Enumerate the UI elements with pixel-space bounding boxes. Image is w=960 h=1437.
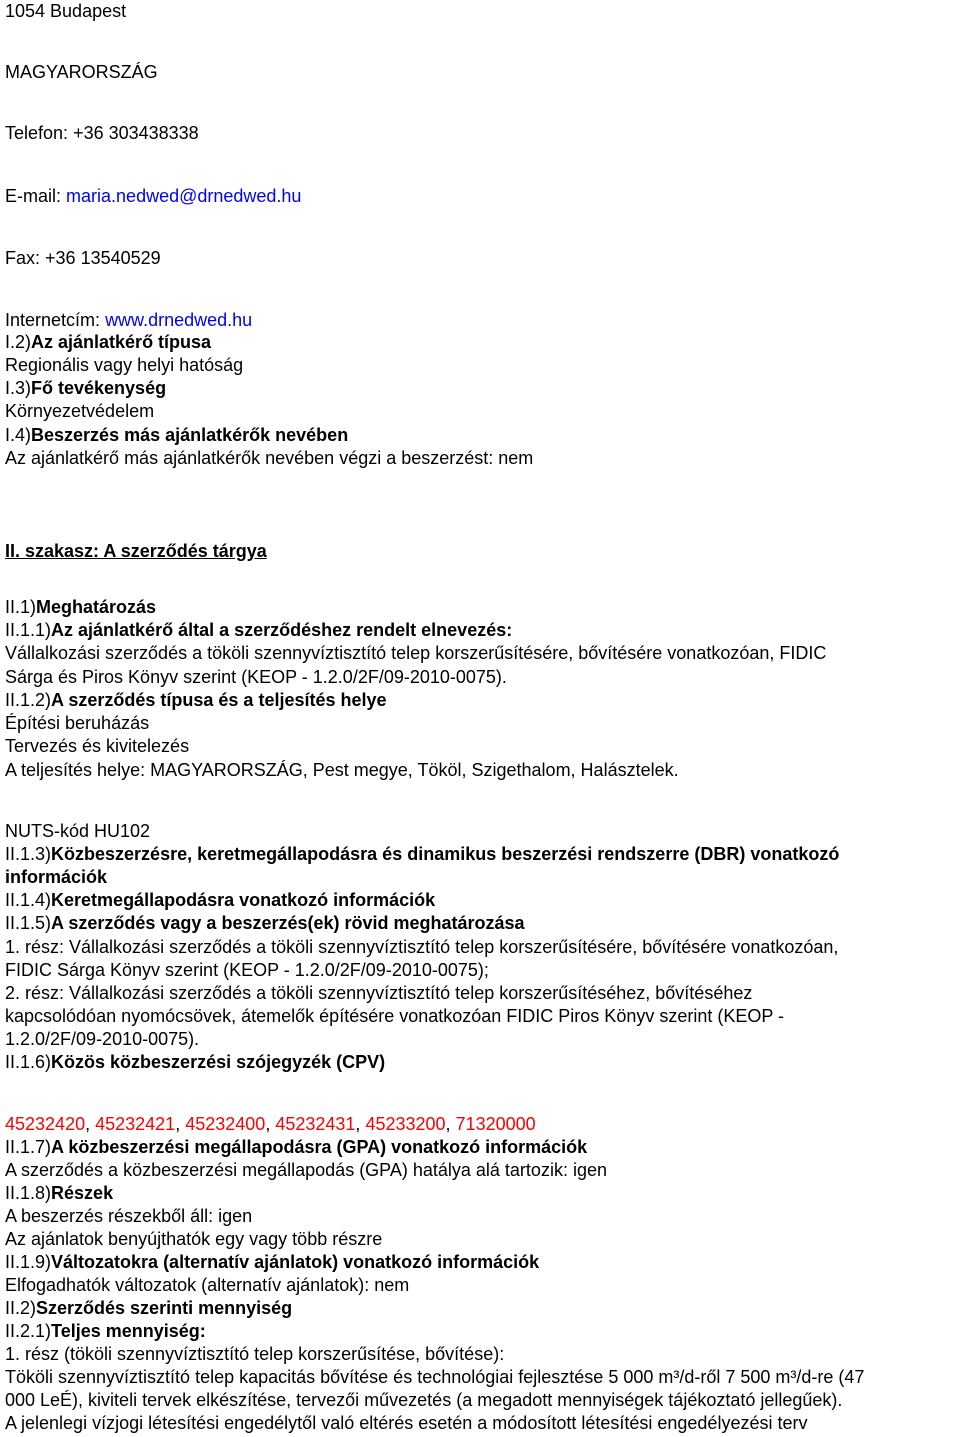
section-ii18-heading [5, 1182, 113, 1204]
section-number: II.2) [5, 1298, 37, 1318]
section-ii21-value: A jelenlegi vízjogi létesítési engedélytől való eltérés esetén a módosított létesítési engedélyezési terv [5, 1413, 808, 1433]
email-label: E-mail: [5, 186, 62, 206]
cpv-separator: , [445, 1114, 456, 1134]
fax-label: Fax: [5, 248, 41, 268]
fax-line [5, 247, 161, 269]
section-ii21-value: 1. rész (tököli szennyvíztisztító telep korszerűsítése, bővítése): [5, 1344, 505, 1364]
section-number: II.1.4) [5, 890, 52, 910]
section-ii19-value: Elfogadhatók változatok (alternatív ajánlatok): nem [5, 1275, 410, 1295]
cpv-separator: , [265, 1114, 276, 1134]
section-ii12-value: A teljesítés helye: MAGYARORSZÁG, Pest megye, Tököl, Szigethalom, Halásztelek. [5, 760, 679, 780]
section-ii11-value: Vállalkozási szerződés a tököli szennyvíztisztító telep korszerűsítésére, bővítésére vonatkozóan, FIDIC [5, 643, 827, 663]
section-title-cont: információk [5, 867, 108, 887]
section-title: Változatokra (alternatív ajánlatok) vonatkozó információk [51, 1252, 540, 1272]
cpv-code-list [5, 1113, 536, 1135]
section-ii18-value: Az ajánlatok benyújthatók egy vagy több részre [5, 1229, 383, 1249]
cpv-code: 45232421 [95, 1114, 176, 1134]
section-i3-value: Környezetvédelem [5, 401, 155, 421]
section-ii12-heading [5, 689, 387, 711]
section-title: Meghatározás [36, 597, 157, 617]
nuts-code: NUTS-kód HU102 [5, 821, 151, 841]
phone-number: +36 303438338 [73, 123, 199, 143]
cpv-code: 71320000 [455, 1114, 536, 1134]
section-title: A szerződés vagy a beszerzés(ek) rövid meghatározása [51, 913, 525, 933]
section-ii16-heading [5, 1051, 385, 1073]
section-title: Közbeszerzésre, keretmegállapodásra és dinamikus beszerzési rendszerre (DBR) vonatkozó [51, 844, 840, 864]
section-number: II.1.6) [5, 1052, 52, 1072]
section-number: II.1.5) [5, 913, 52, 933]
section-ii11-value: Sárga és Piros Könyv szerint (KEOP - 1.2.0/2F/09-2010-0075). [5, 667, 507, 687]
section-i4-value: Az ajánlatkérő más ajánlatkérők nevében végzi a beszerzést: nem [5, 448, 534, 468]
section-ii15-heading [5, 912, 525, 934]
section-ii15-value: FIDIC Sárga Könyv szerint (KEOP - 1.2.0/2F/09-2010-0075); [5, 960, 489, 980]
cpv-code: 45233200 [365, 1114, 446, 1134]
section-number: II.1.3) [5, 844, 52, 864]
section-ii17-value: A szerződés a közbeszerzési megállapodás (GPA) hatálya alá tartozik: igen [5, 1160, 607, 1180]
section-ii19-heading [5, 1251, 539, 1273]
cpv-separator: , [355, 1114, 366, 1134]
section-number: I.4) [5, 425, 32, 445]
section-title: Az ajánlatkérő típusa [31, 332, 212, 352]
section-title: Fő tevékenység [31, 378, 167, 398]
fax-number: +36 13540529 [45, 248, 161, 268]
section-ii12-value: Tervezés és kivitelezés [5, 736, 190, 756]
section-ii15-value: 1.2.0/2F/09-2010-0075). [5, 1029, 200, 1049]
web-link[interactable]: www.drnedwed.hu [105, 310, 253, 330]
section-ii13-heading [5, 843, 839, 865]
section-i4-heading [5, 424, 348, 446]
section-ii15-value: kapcsolódóan nyomócsövek, átemelők építésére vonatkozóan FIDIC Piros Könyv szerint (KEOP - [5, 1006, 785, 1026]
section-ii11-heading [5, 619, 512, 641]
section-number: II.1.7) [5, 1137, 52, 1157]
section-title: Közös közbeszerzési szójegyzék (CPV) [51, 1052, 386, 1072]
section-number: II.1.2) [5, 690, 52, 710]
section-ii21-heading [5, 1320, 206, 1342]
cpv-code: 45232431 [275, 1114, 356, 1134]
phone-label: Telefon: [5, 123, 69, 143]
section-ii15-value: 2. rész: Vállalkozási szerződés a tököli szennyvíztisztító telep korszerűsítéséhez, bővítéséhez [5, 983, 753, 1003]
email-link[interactable]: maria.nedwed@drnedwed.hu [66, 186, 302, 206]
cpv-code: 45232420 [5, 1114, 86, 1134]
web-line [5, 309, 252, 331]
section-title: Teljes mennyiség: [51, 1321, 206, 1341]
section-ii14-heading [5, 889, 435, 911]
section-ii-heading: II. szakasz: A szerződés tárgya [5, 541, 267, 561]
section-title: A szerződés típusa és a teljesítés helye [51, 690, 387, 710]
section-ii21-value: Tököli szennyvíztisztító telep kapacitás bővítése és technológiai fejlesztése 5 000 m³/d-ről 7 500 m³/d-re (47 [5, 1367, 865, 1387]
country: MAGYARORSZÁG [5, 62, 158, 82]
section-number: I.2) [5, 332, 32, 352]
section-title: Az ajánlatkérő által a szerződéshez rendelt elnevezés: [51, 620, 513, 640]
section-i2-value: Regionális vagy helyi hatóság [5, 355, 244, 375]
cpv-separator: , [85, 1114, 96, 1134]
address-city: 1054 Budapest [5, 1, 127, 21]
section-number: II.2.1) [5, 1321, 52, 1341]
email-line [5, 185, 301, 207]
cpv-separator: , [175, 1114, 186, 1134]
section-ii17-heading [5, 1136, 587, 1158]
section-number: II.1.8) [5, 1183, 52, 1203]
cpv-code: 45232400 [185, 1114, 266, 1134]
section-title: A közbeszerzési megállapodásra (GPA) vonatkozó információk [51, 1137, 588, 1157]
section-number: II.1.9) [5, 1252, 52, 1272]
section-title: Keretmegállapodásra vonatkozó információk [51, 890, 436, 910]
section-title: Beszerzés más ajánlatkérők nevében [31, 425, 349, 445]
section-title: Részek [51, 1183, 114, 1203]
section-ii1-heading [5, 596, 156, 618]
section-number: II.1.1) [5, 620, 52, 640]
web-label: Internetcím: [5, 310, 101, 330]
section-title: Szerződés szerinti mennyiség [36, 1298, 293, 1318]
section-ii2-heading [5, 1297, 292, 1319]
section-ii12-value: Építési beruházás [5, 713, 150, 733]
section-ii15-value: 1. rész: Vállalkozási szerződés a tököli szennyvíztisztító telep korszerűsítésére, bővítésére vonatkozóan, [5, 937, 839, 957]
section-ii18-value: A beszerzés részekből áll: igen [5, 1206, 253, 1226]
section-ii21-value: 000 LeÉ), kiviteli tervek elkészítése, tervezői művezetés (a megadott mennyiségek tájékoztató jellegűek). [5, 1390, 843, 1410]
phone-line [5, 122, 199, 144]
section-number: II.1) [5, 597, 37, 617]
section-i2-heading [5, 331, 211, 353]
section-number: I.3) [5, 378, 32, 398]
section-i3-heading [5, 377, 166, 399]
